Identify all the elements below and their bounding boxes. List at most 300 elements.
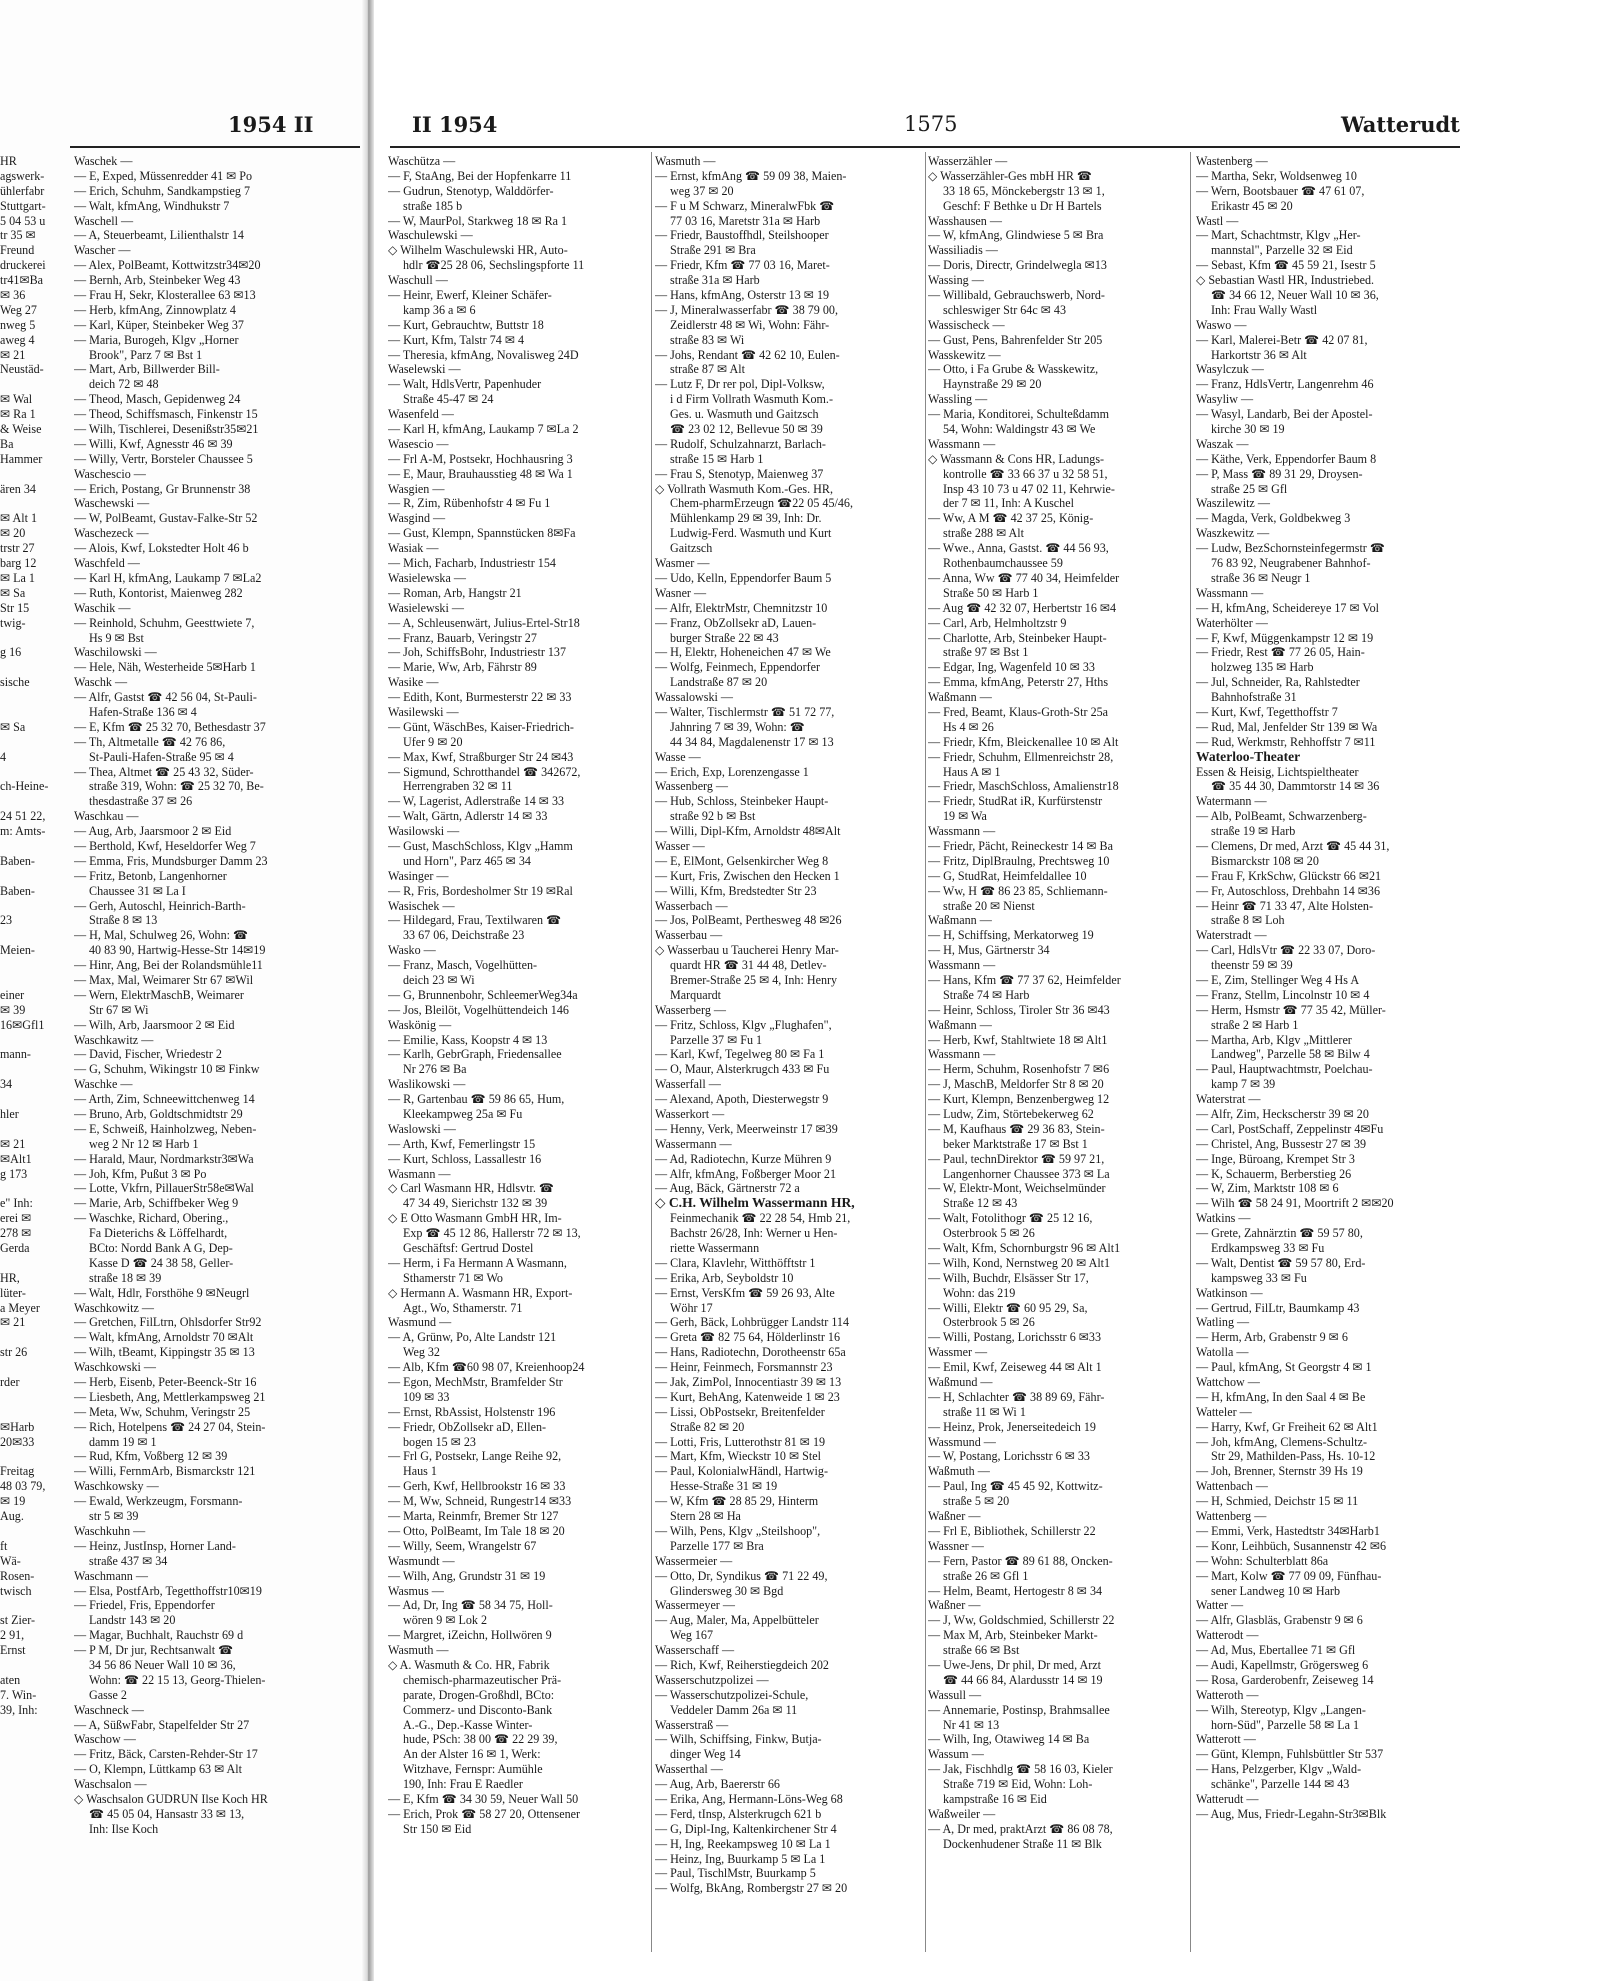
- directory-entry-line: — Mart, Arb, Billwerder Bill-: [74, 362, 220, 377]
- directory-entry-line: — Kurt, BehAng, Katenweide 1 ✉ 23: [655, 1389, 840, 1404]
- entry-heading: Wasinger —: [388, 868, 449, 883]
- directory-entry-line: — Friedr, ObZollsekr aD, Ellen-: [388, 1419, 547, 1434]
- directory-entry-line: — Jos, PolBeamt, Perthesweg 48 ✉26: [655, 913, 842, 928]
- directory-entry-line: — Fritz, DiplBraulng, Prechtsweg 10: [928, 853, 1110, 868]
- right-page-column-1: [388, 154, 648, 1837]
- right-header-rule: [390, 146, 1460, 148]
- directory-entry-line: — Frl A-M, Postsekr, Hochhausring 3: [388, 451, 573, 466]
- directory-entry-line: — Fred, Beamt, Klaus-Groth-Str 25a: [928, 704, 1109, 719]
- directory-entry-line: Glindersweg 30 ✉ Bgd: [670, 1583, 784, 1598]
- cut-text-fragment: Baben-: [0, 853, 35, 868]
- cut-text-fragment: [0, 928, 60, 943]
- directory-entry-line: ◇ Sebastian Wastl HR, Industriebed.: [1196, 273, 1375, 288]
- cut-text-fragment: trstr 27: [0, 541, 35, 556]
- directory-entry-line: — Theresia, kfmAng, Novalisweg 24D: [388, 347, 579, 362]
- directory-entry-line: Straße 12 ✉ 43: [943, 1196, 1018, 1211]
- directory-entry-line: St-Pauli-Hafen-Straße 95 ✉ 4: [89, 749, 234, 764]
- entry-heading: Waterstradt —: [1196, 928, 1267, 943]
- cut-text-fragment: 24 51 22,: [0, 809, 46, 824]
- entry-heading: Waschsalon —: [74, 1777, 147, 1792]
- entry-heading: Wasmuth —: [388, 1643, 449, 1658]
- directory-entry-line: — David, Fischer, Wriedestr 2: [74, 1047, 222, 1062]
- directory-entry-line: — Friedr, MaschSchloss, Amalienstr18: [928, 779, 1119, 794]
- cut-text-fragment: [0, 1122, 60, 1137]
- cut-text-fragment: [0, 869, 60, 884]
- directory-entry-line: — Walt, Kfm, Schornburgstr 96 ✉ Alt1: [928, 1241, 1121, 1256]
- entry-heading: Wassermeyer —: [655, 1598, 735, 1613]
- cut-text-fragment: Wä-: [0, 1553, 21, 1568]
- entry-heading: Wasmann —: [388, 1166, 451, 1181]
- directory-entry-line: — Willi, Elektr ☎ 60 95 29, Sa,: [928, 1300, 1088, 1315]
- directory-entry-line: Fa Dieterichs & Löffelhardt,: [89, 1226, 228, 1241]
- directory-entry-line: Insp 43 10 73 u 47 02 11, Kehrwie-: [943, 481, 1115, 496]
- entry-heading: Wascher —: [74, 243, 131, 258]
- column-divider: [1190, 152, 1191, 1952]
- directory-entry-line: — Mart, Kolw ☎ 77 09 09, Fünfhau-: [1196, 1568, 1382, 1583]
- cut-text-fragment: [0, 1360, 60, 1375]
- directory-entry-line: — Wilh, Ang, Grundstr 31 ✉ 19: [388, 1568, 546, 1583]
- entry-heading: Wasserzähler —: [928, 154, 1008, 168]
- entry-heading: Waschull —: [388, 273, 448, 288]
- entry-heading: Wasischek —: [388, 898, 455, 913]
- directory-entry-line: Parzelle 37 ✉ Fu 1: [670, 1032, 763, 1047]
- directory-entry-line: — M, Kaufhaus ☎ 29 36 83, Stein-: [928, 1121, 1105, 1136]
- directory-entry-line: — Magar, Buchhalt, Rauchstr 69 d: [74, 1628, 244, 1643]
- directory-entry-line: Inh: Frau Wally Wastl: [1211, 302, 1318, 317]
- book-spine: [362, 0, 374, 1981]
- right-page-column-3: [928, 154, 1188, 1852]
- cut-text-fragment: Hammer: [0, 451, 43, 466]
- directory-entry-line: — Jul, Schneider, Ra, Rahlstedter: [1196, 675, 1360, 690]
- directory-entry-line: wören 9 ✉ Lok 2: [403, 1613, 488, 1628]
- directory-entry-line: — Konr, Leihbüch, Susannenstr 42 ✉6: [1196, 1538, 1387, 1553]
- entry-heading: Watkinson —: [1196, 1285, 1263, 1300]
- directory-entry-line: — Arth, Zim, Schneewittchenweg 14: [74, 1092, 255, 1107]
- directory-entry-line: — Walt, kfmAng, Arnoldstr 70 ✉Alt: [74, 1330, 254, 1345]
- entry-heading: Waschilowski —: [74, 645, 157, 660]
- cut-text-fragment: g 173: [0, 1166, 28, 1181]
- directory-entry-line: — Willibald, Gebrauchswerb, Nord-: [928, 288, 1105, 303]
- directory-entry-line: — Otto, i Fa Grube & Wasskewitz,: [928, 362, 1099, 377]
- directory-entry-line: — Alois, Kwf, Lokstedter Holt 46 b: [74, 541, 249, 556]
- entry-heading: Waskönig —: [388, 1017, 452, 1032]
- directory-entry-line: — Wilh, Kond, Nernstweg 20 ✉ Alt1: [928, 1255, 1111, 1270]
- directory-entry-line: — Walt, Dentist ☎ 59 57 80, Erd-: [1196, 1255, 1366, 1270]
- left-header-rule: [70, 146, 360, 148]
- entry-heading: Wassmer —: [928, 1345, 988, 1360]
- directory-entry-line: 190, Inh: Frau E Raedler: [403, 1777, 523, 1792]
- directory-entry-line: Essen & Heisig, Lichtspieltheater: [1196, 764, 1359, 779]
- cut-text-fragment: [0, 1405, 60, 1420]
- directory-entry-line: — Walt, HdlsVertr, Papenhuder: [388, 377, 542, 392]
- directory-entry-line: — Aug, Mus, Friedr-Legahn-Str3✉Blk: [1196, 1806, 1387, 1821]
- directory-entry-line: — Emmi, Verk, Hastedtstr 34✉Harb1: [1196, 1523, 1380, 1538]
- entry-heading: Watteroth —: [1196, 1687, 1259, 1702]
- directory-entry-line: Zeidlerstr 48 ✉ Wi, Wohn: Fähr-: [670, 317, 830, 332]
- cut-text-fragment: tr 35 ✉: [0, 228, 36, 243]
- directory-entry-line: — Karl, Kwf, Tegelweg 80 ✉ Fa 1: [655, 1047, 825, 1062]
- directory-entry-line: — Joh, Kfm, Pußut 3 ✉ Po: [74, 1166, 207, 1181]
- cut-text-fragment: [0, 496, 60, 511]
- directory-entry-line: — Günt, WäschBes, Kaiser-Friedrich-: [388, 719, 574, 734]
- directory-entry-line: 77 03 16, Maretstr 31a ✉ Harb: [670, 213, 821, 228]
- directory-entry-line: straße 19 ✉ Harb: [1211, 824, 1296, 839]
- directory-entry-line: — Heinr, Ewerf, Kleiner Schäfer-: [388, 288, 552, 303]
- cut-text-fragment: str 26: [0, 1345, 28, 1360]
- column-divider: [925, 152, 926, 1952]
- directory-entry-line: — Ww, H ☎ 86 23 85, Schliemann-: [928, 883, 1108, 898]
- entry-heading: Waschk —: [74, 675, 128, 690]
- directory-entry-line: — Karl, Malerei-Betr ☎ 42 07 81,: [1196, 332, 1368, 347]
- directory-entry-line: BCto: Nordd Bank A G, Dep-: [89, 1241, 233, 1256]
- cut-text-fragment: 4: [0, 749, 7, 764]
- entry-heading: Wastenberg —: [1196, 154, 1268, 168]
- directory-entry-line: Straße 74 ✉ Harb: [943, 987, 1030, 1002]
- directory-entry-line: straße 66 ✉ Bst: [943, 1643, 1020, 1658]
- cut-text-fragment: Meien-: [0, 943, 35, 958]
- directory-entry-line: Haynstraße 29 ✉ 20: [943, 377, 1042, 392]
- directory-entry-line: — Roman, Arb, Hangstr 21: [388, 585, 522, 600]
- directory-entry-line: — Rud, Kfm, Voßberg 12 ✉ 39: [74, 1449, 228, 1464]
- directory-entry-line: — Gust, Klempn, Spannstücken 8✉Fa: [388, 526, 576, 541]
- cut-text-fragment: [0, 705, 60, 720]
- directory-entry-line: Gaitzsch: [670, 541, 713, 556]
- directory-entry-line: — Ad, Dr, Ing ☎ 58 34 75, Holl-: [388, 1598, 553, 1613]
- directory-entry-line: — Mart, Kfm, Wieckstr 10 ✉ Stel: [655, 1449, 821, 1464]
- directory-entry-line: — Marie, Ww, Arb, Fährstr 89: [388, 660, 537, 675]
- directory-entry-line: — Audi, Kapellmstr, Grögersweg 6: [1196, 1657, 1369, 1672]
- directory-entry-line: — H, kfmAng, Scheidereye 17 ✉ Vol: [1196, 600, 1380, 615]
- cut-text-fragment: 20✉33: [0, 1434, 35, 1449]
- directory-entry-line: Osterbrook 5 ✉ 26: [943, 1226, 1035, 1241]
- entry-heading: Waszilewitz —: [1196, 496, 1270, 511]
- directory-entry-line: riette Wassermann: [670, 1241, 760, 1256]
- directory-entry-line: straße 26 ✉ Gfl 1: [943, 1568, 1029, 1583]
- directory-entry-line: straße 31a ✉ Harb: [670, 273, 760, 288]
- directory-entry-line: horn-Süd", Parzelle 58 ✉ La 1: [1211, 1717, 1360, 1732]
- entry-heading: Watterodt —: [1196, 1628, 1259, 1643]
- directory-entry-line: — Elsa, PostfArb, Tegetthoffstr10✉19: [74, 1583, 262, 1598]
- directory-entry-line: Parzelle 177 ✉ Bra: [670, 1538, 764, 1553]
- cut-text-fragment: aweg 4: [0, 332, 35, 347]
- directory-entry-line: — Erich, Schuhm, Sandkampstieg 7: [74, 183, 251, 198]
- directory-entry-line: Exp ☎ 45 12 86, Hallerstr 72 ✉ 13,: [403, 1226, 581, 1241]
- directory-entry-line: straße 8 ✉ Loh: [1211, 913, 1285, 928]
- cut-text-fragment: 2 91,: [0, 1628, 25, 1643]
- directory-entry-line: — H, Mus, Gärtnerstr 34: [928, 943, 1050, 958]
- directory-entry-line: — Frau F, KrkSchw, Glückstr 66 ✉21: [1196, 868, 1382, 883]
- directory-entry-line: — Wilh, Ing, Otawiweg 14 ✉ Ba: [928, 1732, 1090, 1747]
- directory-entry-line: — Karl H, kfmAng, Laukamp 7 ✉La2: [74, 570, 262, 585]
- directory-entry-line: 33 18 65, Mönckebergstr 13 ✉ 1,: [943, 183, 1105, 198]
- directory-entry-line: schleswiger Str 64c ✉ 43: [943, 302, 1066, 317]
- directory-entry-line: — Charlotte, Arb, Steinbeker Haupt-: [928, 630, 1107, 645]
- directory-entry-line: — Harry, Kwf, Gr Freiheit 62 ✉ Alt1: [1196, 1419, 1378, 1434]
- directory-entry-line: — H, Elektr, Hoheneichen 47 ✉ We: [655, 645, 831, 660]
- cut-text-fragment: ch-Heine-: [0, 779, 49, 794]
- entry-heading: Waschik —: [74, 600, 131, 615]
- directory-entry-line: — H, Schiffsing, Merkatorweg 19: [928, 928, 1094, 943]
- cut-text-fragment: [0, 765, 60, 780]
- directory-entry-line: — Friedr, Kfm ☎ 77 03 16, Maret-: [655, 258, 830, 273]
- cut-text-fragment: [0, 377, 60, 392]
- directory-entry-line: — Egon, MechMstr, Bramfelder Str: [388, 1375, 563, 1390]
- directory-entry-line: — Bernh, Arb, Steinbeker Weg 43: [74, 273, 241, 288]
- entry-heading: Wasser —: [655, 838, 705, 853]
- directory-entry-line: Agt., Wo, Sthamerstr. 71: [403, 1300, 523, 1315]
- directory-entry-line: ☎ 44 66 84, Alardusstr 14 ✉ 19: [943, 1672, 1103, 1687]
- directory-entry-line: straße 92 b ✉ Bst: [670, 809, 756, 824]
- directory-entry-line: Kasse D ☎ 24 38 58, Geller-: [89, 1255, 234, 1270]
- entry-heading: Wasserbau —: [655, 928, 723, 943]
- right-page-header-left: II 1954: [412, 112, 498, 137]
- entry-heading: Wasko —: [388, 943, 436, 958]
- directory-entry-line: — Hele, Näh, Westerheide 5✉Harb 1: [74, 660, 256, 675]
- directory-entry-line: damm 19 ✉ 1: [89, 1434, 157, 1449]
- directory-entry-line: Langenhorner Chaussee 373 ✉ La: [943, 1166, 1110, 1181]
- directory-entry-line: — Alfr, kfmAng, Foßberger Moor 21: [655, 1166, 837, 1181]
- column-divider: [651, 152, 652, 1952]
- directory-entry-line: — Paul, Hauptwachtmstr, Poelchau-: [1196, 1062, 1373, 1077]
- cut-text-fragment: agswerk-: [0, 168, 45, 183]
- cut-text-fragment: Weg 27: [0, 302, 37, 317]
- directory-entry-line: — Thea, Altmet ☎ 25 43 32, Süder-: [74, 764, 254, 779]
- cut-text-fragment: twisch: [0, 1583, 32, 1598]
- entry-heading: Wassalowski —: [655, 690, 733, 705]
- directory-entry-line: — E, Maur, Brauhausstieg 48 ✉ Wa 1: [388, 466, 573, 481]
- directory-entry-line: — Wasserschutzpolizei-Schule,: [655, 1687, 809, 1702]
- directory-entry-line: — Friedr, Schuhm, Ellmenreichstr 28,: [928, 749, 1114, 764]
- directory-entry-line: bogen 15 ✉ 23: [403, 1434, 476, 1449]
- directory-entry-line: — Otto, Dr, Syndikus ☎ 71 22 49,: [655, 1568, 828, 1583]
- directory-entry-line: — Lotti, Fris, Lutterothstr 81 ✉ 19: [655, 1434, 826, 1449]
- directory-entry-line: — Reinhold, Schuhm, Geesttwiete 7,: [74, 615, 255, 630]
- entry-heading: Waslikowski —: [388, 1077, 466, 1092]
- directory-entry-line: ◇ Wasserbau u Taucherei Henry Mar-: [655, 943, 839, 958]
- directory-entry-line: straße 25 ✉ Gfl: [1211, 481, 1288, 496]
- cut-text-fragment: [0, 1449, 60, 1464]
- directory-entry-line: — Fritz, Betonb, Langenhorner: [74, 868, 227, 883]
- left-page-cut-fragments: [0, 154, 60, 1718]
- directory-entry-line: — Paul, kfmAng, St Georgstr 4 ✉ 1: [1196, 1360, 1372, 1375]
- directory-entry-line: Witzhave, Fernspr: Aumühle: [403, 1762, 543, 1777]
- directory-entry-line: Straße 45-47 ✉ 24: [403, 392, 494, 407]
- directory-entry-line: — Max M, Arb, Steinbeker Markt-: [928, 1628, 1098, 1643]
- directory-entry-line: straße 18 ✉ 39: [89, 1270, 162, 1285]
- left-page-header: 1954 II: [228, 112, 314, 137]
- entry-heading: Waschkowitz —: [74, 1300, 154, 1315]
- directory-entry-line: — Carl, Arb, Helmholtzstr 9: [928, 615, 1067, 630]
- directory-entry-line: Haus A ✉ 1: [943, 764, 1001, 779]
- directory-entry-line: Wöhr 17: [670, 1300, 713, 1315]
- entry-heading: Waschütza —: [388, 154, 456, 168]
- directory-entry-line: ◇ Waschsalon GUDRUN Ilse Koch HR: [74, 1791, 268, 1806]
- cut-text-fragment: [0, 1033, 60, 1048]
- entry-heading: Waschewski —: [74, 496, 150, 511]
- directory-entry-line: Marquardt: [670, 987, 722, 1002]
- entry-heading: Waschke —: [74, 1077, 133, 1092]
- directory-entry-line: — Wolfg, BkAng, Rombergstr 27 ✉ 20: [655, 1881, 848, 1896]
- directory-entry-line: — Friedr, Rest ☎ 77 26 05, Hain-: [1196, 645, 1365, 660]
- entry-heading: Wattchow —: [1196, 1375, 1260, 1390]
- directory-entry-line: — Franz, HdlsVertr, Langenrehm 46: [1196, 377, 1374, 392]
- directory-entry-line: — Willi, Kwf, Agnesstr 46 ✉ 39: [74, 436, 233, 451]
- cut-text-fragment: [0, 631, 60, 646]
- cut-text-fragment: rder: [0, 1375, 20, 1390]
- directory-entry-line: — Clemens, Dr med, Arzt ☎ 45 44 31,: [1196, 838, 1390, 853]
- directory-entry-line: mannstal", Parzelle 32 ✉ Eid: [1211, 243, 1353, 258]
- directory-entry-line: — Paul, technDirektor ☎ 59 97 21,: [928, 1151, 1105, 1166]
- cut-text-fragment: 278 ✉: [0, 1226, 32, 1241]
- directory-entry-line: — Heinz, Prok, Jenerseitedeich 19: [928, 1419, 1096, 1434]
- directory-entry-line: — Fr, Autoschloss, Drehbahn 14 ✉36: [1196, 883, 1380, 898]
- directory-entry-line: — G, Schuhm, Wikingstr 10 ✉ Finkw: [74, 1062, 260, 1077]
- directory-entry-line: — R, Fris, Bordesholmer Str 19 ✉Ral: [388, 883, 573, 898]
- entry-heading: Wassermann —: [655, 1136, 732, 1151]
- entry-heading: Waschkowski —: [74, 1360, 156, 1375]
- directory-entry-line: — Maria, Konditorei, Schulteßdamm: [928, 407, 1110, 422]
- directory-entry-line: kampsweg 33 ✉ Fu: [1211, 1270, 1307, 1285]
- entry-heading: Wasyliw —: [1196, 392, 1254, 407]
- directory-entry-line: der 7 ✉ 11, Inh: A Kuschel: [943, 496, 1074, 511]
- directory-entry-line: Sthamerstr 71 ✉ Wo: [403, 1270, 503, 1285]
- directory-entry-line: — Henny, Verk, Meerweinstr 17 ✉39: [655, 1121, 838, 1136]
- cut-text-fragment: ühlerfabr: [0, 183, 45, 198]
- cut-text-fragment: Neustäd-: [0, 362, 44, 377]
- directory-entry-line: — Wohn: Schulterblatt 86a: [1196, 1553, 1329, 1568]
- entry-heading: Wassenberg —: [655, 779, 729, 794]
- directory-entry-line: schänke", Parzelle 144 ✉ 43: [1211, 1777, 1350, 1792]
- directory-entry-line: — Gust, Pens, Bahrenfelder Str 205: [928, 332, 1103, 347]
- directory-entry-line: Weg 167: [670, 1628, 714, 1643]
- cut-text-fragment: HR,: [0, 1270, 20, 1285]
- entry-heading: Wasenfeld —: [388, 407, 454, 422]
- directory-entry-line: Str 67 ✉ Wi: [89, 1002, 149, 1017]
- cut-text-fragment: [0, 1181, 60, 1196]
- directory-entry-line: — Willy, Seem, Wrangelstr 67: [388, 1538, 537, 1553]
- directory-entry-line: — M, Ww, Schneid, Rungestr14 ✉33: [388, 1494, 572, 1509]
- directory-entry-line: kamp 7 ✉ 39: [1211, 1077, 1276, 1092]
- directory-entry-line: — Mart, Schachtmstr, Klgv „Her-: [1196, 228, 1361, 243]
- directory-entry-line: — W, MaurPol, Starkweg 18 ✉ Ra 1: [388, 213, 568, 228]
- cut-text-fragment: ft: [0, 1538, 8, 1553]
- directory-entry-line: 76 83 92, Neugrabener Bahnhof-: [1211, 556, 1371, 571]
- directory-entry-line: 109 ✉ 33: [403, 1389, 450, 1404]
- directory-entry-line: — Inge, Büroang, Krempet Str 3: [1196, 1151, 1355, 1166]
- directory-entry-line: — Ludw, BezSchornsteinfegermstr ☎: [1196, 541, 1385, 556]
- entry-heading: Waswo —: [1196, 317, 1247, 332]
- directory-entry-line: — Wilh, tBeamt, Kippingstr 35 ✉ 13: [74, 1345, 255, 1360]
- directory-entry-line: Straße 50 ✉ Harb 1: [943, 585, 1039, 600]
- directory-entry-line: — Willi, Dipl-Kfm, Arnoldstr 48✉Alt: [655, 824, 841, 839]
- directory-entry-line: — Franz, ObZollsekr aD, Lauen-: [655, 615, 817, 630]
- cut-text-fragment: nweg 5: [0, 317, 36, 332]
- directory-entry-line: — Ad, Mus, Ebertallee 71 ✉ Gfl: [1196, 1643, 1356, 1658]
- directory-entry-line: — E, Schweiß, Hainholzweg, Neben-: [74, 1121, 257, 1136]
- directory-entry-line: ◇ C.H. Wilhelm Wassermann HR,: [655, 1196, 855, 1211]
- directory-entry-line: — Herm, i Fa Hermann A Wasmann,: [388, 1255, 567, 1270]
- directory-entry-line: — Joh, Brenner, Sternstr 39 Hs 19: [1196, 1464, 1363, 1479]
- directory-entry-line: Hs 9 ✉ Bst: [89, 630, 144, 645]
- directory-entry-line: — Maria, Burogeh, Klgv „Horner: [74, 332, 239, 347]
- directory-entry-line: Hs 4 ✉ 26: [943, 719, 994, 734]
- directory-entry-line: — Martha, Arb, Klgv „Mittlerer: [1196, 1032, 1352, 1047]
- directory-entry-line: — Wasyl, Landarb, Bei der Apostel-: [1196, 407, 1373, 422]
- directory-entry-line: — Lutz F, Dr rer pol, Dipl-Volksw,: [655, 377, 825, 392]
- directory-entry-line: — Fern, Pastor ☎ 89 61 88, Oncken-: [928, 1553, 1113, 1568]
- directory-entry-line: Waterloo-Theater: [1196, 749, 1301, 764]
- entry-heading: Wassull —: [928, 1687, 982, 1702]
- directory-entry-line: — Wilh, Pens, Klgv „Steilshoop",: [655, 1523, 821, 1538]
- directory-entry-line: — A, Dr med, praktArzt ☎ 86 08 78,: [928, 1821, 1113, 1836]
- entry-heading: Wassmann —: [928, 824, 996, 839]
- entry-heading: Wasylczuk —: [1196, 362, 1264, 377]
- directory-entry-line: — Walter, Tischlermstr ☎ 51 72 77,: [655, 704, 835, 719]
- entry-heading: Waszkewitz —: [1196, 526, 1270, 541]
- directory-entry-line: — Rich, Hotelpens ☎ 24 27 04, Stein-: [74, 1419, 266, 1434]
- directory-entry-line: — Frau H, Sekr, Klosterallee 63 ✉13: [74, 288, 256, 303]
- directory-entry-line: — E, Exped, Müssenredder 41 ✉ Po: [74, 168, 253, 183]
- entry-heading: Wasner —: [655, 585, 707, 600]
- directory-entry-line: — Helm, Beamt, Hertogestr 8 ✉ 34: [928, 1583, 1103, 1598]
- directory-entry-line: — Otto, PolBeamt, Im Tale 18 ✉ 20: [388, 1523, 565, 1538]
- directory-entry-line: — Edith, Kont, Burmesterstr 22 ✉ 33: [388, 690, 572, 705]
- directory-entry-line: Landweg", Parzelle 58 ✉ Bilw 4: [1211, 1047, 1370, 1062]
- directory-entry-line: — Alfr, Zim, Heckscherstr 39 ✉ 20: [1196, 1107, 1369, 1121]
- directory-entry-line: weg 37 ✉ 20: [670, 183, 734, 198]
- directory-entry-line: — K, Schauerm, Berberstieg 26: [1196, 1166, 1352, 1181]
- directory-entry-line: — Kurt, Fris, Zwischen den Hecken 1: [655, 868, 840, 883]
- directory-entry-line: — Aug, Maler, Ma, Appelbütteler: [655, 1613, 819, 1628]
- entry-heading: Watterudt —: [1196, 1791, 1259, 1806]
- directory-entry-line: — Friedr, Baustoffhdl, Steilshooper: [655, 228, 829, 243]
- directory-entry-line: — Paul, KolonialwHändl, Hartwig-: [655, 1464, 828, 1479]
- directory-entry-line: — Willi, Kfm, Bredstedter Str 23: [655, 883, 817, 898]
- directory-entry-line: — J, Ww, Goldschmied, Schillerstr 22: [928, 1613, 1115, 1628]
- entry-heading: Wassischeck —: [928, 317, 1005, 332]
- directory-entry-line: Landstr 143 ✉ 20: [89, 1613, 176, 1628]
- directory-entry-line: — Wwe., Anna, Gastst. ☎ 44 56 93,: [928, 541, 1109, 556]
- directory-entry-line: — Gertrud, FilLtr, Baumkamp 43: [1196, 1300, 1360, 1315]
- directory-entry-line: A.-G., Dep.-Kasse Winter-: [403, 1717, 533, 1732]
- directory-entry-line: — H, Ing, Reekampsweg 10 ✉ La 1: [655, 1836, 831, 1851]
- directory-entry-line: — Meta, Ww, Schuhm, Veringstr 25: [74, 1404, 251, 1419]
- directory-entry-line: — O, Klempn, Lüttkamp 63 ✉ Alt: [74, 1762, 243, 1777]
- entry-heading: Wasserkort —: [655, 1107, 725, 1121]
- cut-text-fragment: [0, 1524, 60, 1539]
- directory-entry-line: — Walt, Hdlr, Forsthöhe 9 ✉Neugrl: [74, 1285, 250, 1300]
- directory-entry-line: — Karl H, kfmAng, Laukamp 7 ✉La 2: [388, 422, 579, 437]
- directory-entry-line: Kleekampweg 25a ✉ Fu: [403, 1107, 523, 1121]
- entry-heading: Waßner —: [928, 1509, 981, 1524]
- directory-entry-line: hude, PSch: 38 00 ☎ 22 29 39,: [403, 1732, 558, 1747]
- cut-text-fragment: 7. Win-: [0, 1687, 37, 1702]
- directory-entry-line: — Willi, FernmArb, Bismarckstr 121: [74, 1464, 256, 1479]
- directory-entry-line: — Erich, Postang, Gr Brunnenstr 38: [74, 481, 251, 496]
- entry-heading: Wasserschaff —: [655, 1643, 735, 1658]
- directory-entry-line: — R, Gartenbau ☎ 59 86 65, Hum,: [388, 1092, 565, 1107]
- directory-entry-line: — Ferd, tInsp, Alsterkrugch 621 b: [655, 1806, 822, 1821]
- directory-entry-line: — Hinr, Ang, Bei der Rolandsmühle11: [74, 958, 263, 973]
- directory-entry-line: — W, Postang, Lorichsstr 6 ✉ 33: [928, 1449, 1090, 1464]
- directory-entry-line: — E, Kfm ☎ 34 30 59, Neuer Wall 50: [388, 1791, 579, 1806]
- directory-entry-line: — Alfr, Gastst ☎ 42 56 04, St-Pauli-: [74, 690, 257, 705]
- directory-entry-line: 33 67 06, Deichstraße 23: [403, 928, 525, 943]
- entry-heading: Waschek —: [74, 154, 133, 168]
- directory-entry-line: kontrolle ☎ 33 66 37 u 32 58 51,: [943, 466, 1108, 481]
- directory-entry-line: — Ernst, RbAssist, Holstenstr 196: [388, 1404, 556, 1419]
- directory-entry-line: — Aug, Arb, Jaarsmoor 2 ✉ Eid: [74, 824, 232, 839]
